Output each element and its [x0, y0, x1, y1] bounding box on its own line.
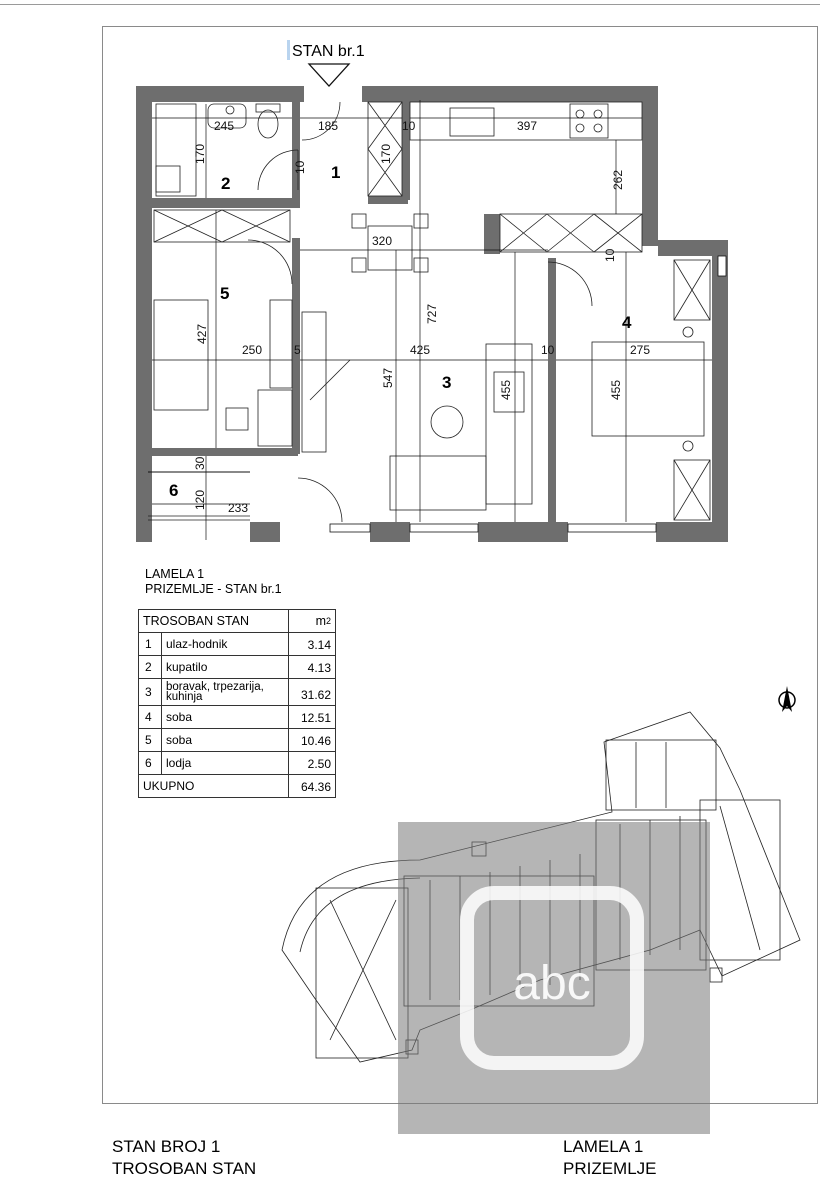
wall-left	[136, 86, 152, 542]
wall-kitchen-stub	[484, 214, 500, 254]
table-total-row	[139, 775, 336, 798]
row-area: 10.46	[289, 729, 336, 752]
dim-10d: 10	[541, 343, 555, 357]
north-arrow-icon	[779, 686, 795, 712]
dim-262: 262	[611, 169, 625, 190]
watermark	[398, 822, 710, 1134]
table-row	[139, 679, 336, 706]
wall-top-right	[408, 86, 658, 102]
wall-right-upper	[642, 86, 658, 246]
dim-427: 427	[195, 323, 209, 344]
table-header: TROSOBAN STAN	[139, 610, 289, 633]
window-bottom-1	[330, 524, 370, 532]
wall-bath-right	[292, 100, 300, 208]
wall-top-left	[136, 86, 304, 102]
unit-sup: 2	[325, 615, 331, 626]
table-row	[139, 752, 336, 775]
table-row	[139, 656, 336, 679]
wall-room4-left	[548, 258, 556, 542]
lamela-label: LAMELA 1	[145, 567, 205, 581]
row-num: 2	[139, 656, 162, 679]
watermark-logo	[460, 886, 644, 1070]
wall-bottom-mid	[370, 522, 410, 542]
row-area: 3.14	[289, 633, 336, 656]
window-bottom-3	[568, 524, 656, 532]
watermark-text: abc	[513, 957, 591, 1010]
total-value: 64.36	[289, 775, 336, 798]
dim-245: 245	[214, 119, 235, 133]
wall-room5-bottom	[152, 448, 298, 456]
dim-10c: 10	[603, 248, 617, 262]
row-num: 6	[139, 752, 162, 775]
dim-425: 425	[410, 343, 431, 357]
row-name: boravak, trpezarija, kuhinja	[162, 679, 289, 706]
room-number-3: 3	[442, 373, 452, 392]
table-unit	[289, 610, 336, 633]
wall-right-lower	[712, 240, 728, 542]
row-area: 4.13	[289, 656, 336, 679]
row-name: ulaz-hodnik	[162, 633, 289, 656]
wall-bottom-left	[136, 522, 148, 542]
dim-397: 397	[517, 119, 538, 133]
room5-furniture	[154, 210, 292, 446]
table-header-row	[139, 610, 336, 633]
footer-right-line2: PRIZEMLJE	[563, 1159, 657, 1178]
table-row	[139, 633, 336, 656]
dim-5: 5	[294, 343, 301, 357]
dim-185: 185	[318, 119, 339, 133]
dim-10b: 10	[293, 160, 307, 174]
dim-170a: 170	[193, 143, 207, 164]
wall-closet-right	[402, 100, 410, 200]
row-num: 3	[139, 679, 162, 706]
room-number-4: 4	[622, 313, 632, 332]
dim-10a: 10	[402, 119, 416, 133]
dim-320: 320	[372, 234, 393, 248]
row-name: lodja	[162, 752, 289, 775]
row-num: 1	[139, 633, 162, 656]
footer-left-line2: TROSOBAN STAN	[112, 1159, 257, 1178]
row-num: 4	[139, 706, 162, 729]
wall-bottom-right	[656, 522, 728, 542]
wall-top-mid	[362, 86, 408, 102]
dim-170b: 170	[379, 143, 393, 164]
floor-label: PRIZEMLJE - STAN br.1	[145, 582, 282, 596]
room-number-1: 1	[331, 163, 341, 182]
text-cursor	[287, 40, 290, 60]
area-table	[138, 609, 336, 798]
total-label: UKUPNO	[139, 775, 289, 798]
table-row	[139, 706, 336, 729]
row-name: kupatilo	[162, 656, 289, 679]
wall-bottom-loggia	[250, 522, 280, 542]
unit-text: m	[315, 613, 326, 628]
row-area: 2.50	[289, 752, 336, 775]
room-number-6: 6	[169, 481, 179, 500]
dim-727: 727	[425, 303, 439, 324]
row-area: 31.62	[289, 679, 336, 706]
footer-right-line1: LAMELA 1	[563, 1137, 644, 1156]
dim-233: 233	[228, 501, 249, 515]
row-num: 5	[139, 729, 162, 752]
room-number-5: 5	[220, 284, 230, 303]
entrance-triangle-icon	[309, 64, 349, 86]
living-furniture	[302, 312, 532, 510]
dim-30: 30	[193, 456, 207, 470]
window-right	[718, 256, 726, 276]
window-bottom-2	[410, 524, 478, 532]
dim-455a: 455	[499, 379, 513, 400]
room-number-2: 2	[221, 174, 231, 193]
row-name: soba	[162, 729, 289, 752]
dim-275: 275	[630, 343, 651, 357]
wall-closet-bottom	[368, 196, 408, 204]
dim-455b: 455	[609, 379, 623, 400]
dim-250: 250	[242, 343, 263, 357]
row-area: 12.51	[289, 706, 336, 729]
table-row	[139, 729, 336, 752]
wall-bath-bottom	[152, 198, 298, 208]
dim-547: 547	[381, 367, 395, 388]
row-name: soba	[162, 706, 289, 729]
dim-120: 120	[193, 489, 207, 510]
footer-left-line1: STAN BROJ 1	[112, 1137, 221, 1156]
plan-title: STAN br.1	[292, 43, 365, 60]
